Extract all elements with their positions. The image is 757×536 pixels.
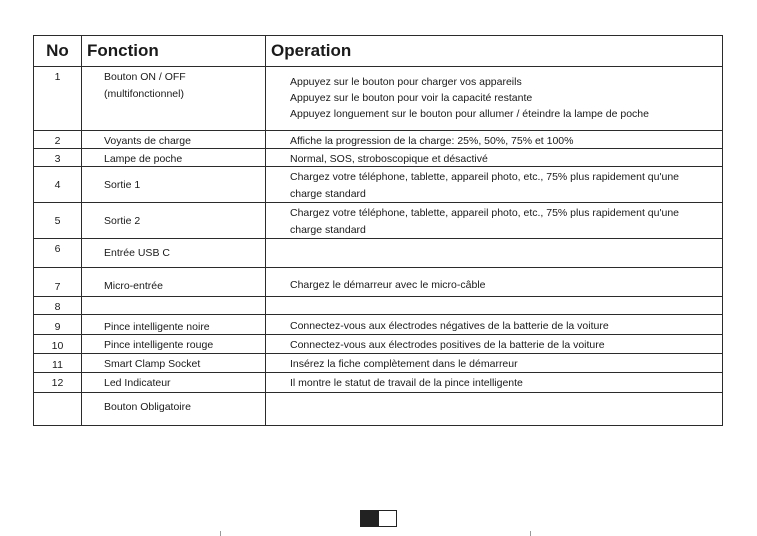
row-operation: Chargez le démarreur avec le micro-câble (266, 268, 723, 297)
row-fonction: Entrée USB C (82, 239, 266, 268)
operation-line: Chargez votre téléphone, tablette, appareil photo, etc., 75% plus rapidement qu'une (290, 207, 680, 219)
row-number: 9 (34, 315, 82, 335)
row-fonction: Smart Clamp Socket (82, 354, 266, 373)
table-row (34, 67, 723, 131)
row-fonction (82, 297, 266, 315)
operation-line: charge standard (290, 188, 366, 200)
row-number: 7 (34, 268, 82, 297)
row-number: 10 (34, 335, 82, 354)
table-row (34, 268, 723, 297)
row-fonction: Lampe de poche (82, 149, 266, 167)
table-row (34, 373, 723, 393)
fonction-line: Bouton ON / OFF (104, 71, 186, 83)
row-number (34, 393, 82, 426)
row-operation: Connectez-vous aux électrodes négatives de la batterie de la voiture (266, 315, 723, 335)
table-row (34, 149, 723, 167)
operation-line: Appuyez sur le bouton pour voir la capacité restante (290, 92, 533, 104)
row-number: 1 (34, 67, 82, 131)
row-operation (266, 239, 723, 268)
row-number: 3 (34, 149, 82, 167)
table-row (34, 335, 723, 354)
row-number: 8 (34, 297, 82, 315)
row-number: 11 (34, 354, 82, 373)
crop-mark (220, 531, 221, 536)
operation-line: charge standard (290, 224, 366, 236)
row-operation: Connectez-vous aux électrodes positives de la batterie de la voiture (266, 335, 723, 354)
row-fonction: Sortie 2 (82, 203, 266, 239)
row-fonction: Voyants de charge (82, 131, 266, 149)
row-number: 5 (34, 203, 82, 239)
row-operation (266, 203, 723, 239)
row-operation: Insérez la fiche complètement dans le démarreur (266, 354, 723, 373)
row-operation (266, 67, 723, 131)
header-no: No (34, 36, 82, 67)
row-number: 2 (34, 131, 82, 149)
fonction-line: (multifonctionnel) (104, 88, 184, 100)
function-table (33, 35, 723, 426)
header-operation: Operation (266, 36, 723, 67)
operation-line: Appuyez longuement sur le bouton pour allumer / éteindre la lampe de poche (290, 108, 649, 120)
row-fonction: Sortie 1 (82, 167, 266, 203)
header-fonction: Fonction (82, 36, 266, 67)
table-row (34, 203, 723, 239)
row-fonction: Pince intelligente noire (82, 315, 266, 335)
table-row (34, 131, 723, 149)
table-header-row (34, 36, 723, 67)
row-fonction: Led Indicateur (82, 373, 266, 393)
table-row (34, 315, 723, 335)
row-fonction (82, 67, 266, 131)
row-number: 6 (34, 239, 82, 268)
row-fonction: Pince intelligente rouge (82, 335, 266, 354)
page-indicator-fill (361, 511, 379, 526)
row-operation (266, 297, 723, 315)
row-operation (266, 167, 723, 203)
crop-mark (530, 531, 531, 536)
row-operation: Normal, SOS, stroboscopique et désactivé (266, 149, 723, 167)
operation-line: Appuyez sur le bouton pour charger vos appareils (290, 76, 522, 88)
row-fonction: Bouton Obligatoire (82, 393, 266, 426)
row-operation (266, 393, 723, 426)
row-operation: Il montre le statut de travail de la pince intelligente (266, 373, 723, 393)
table-row (34, 167, 723, 203)
row-number: 12 (34, 373, 82, 393)
table-row (34, 393, 723, 426)
table-row (34, 354, 723, 373)
page-indicator (360, 510, 397, 527)
table-row (34, 239, 723, 268)
row-number: 4 (34, 167, 82, 203)
table-row (34, 297, 723, 315)
operation-line: Chargez votre téléphone, tablette, appareil photo, etc., 75% plus rapidement qu'une (290, 171, 680, 183)
row-fonction: Micro-entrée (82, 268, 266, 297)
row-operation: Affiche la progression de la charge: 25%, 50%, 75% et 100% (266, 131, 723, 149)
